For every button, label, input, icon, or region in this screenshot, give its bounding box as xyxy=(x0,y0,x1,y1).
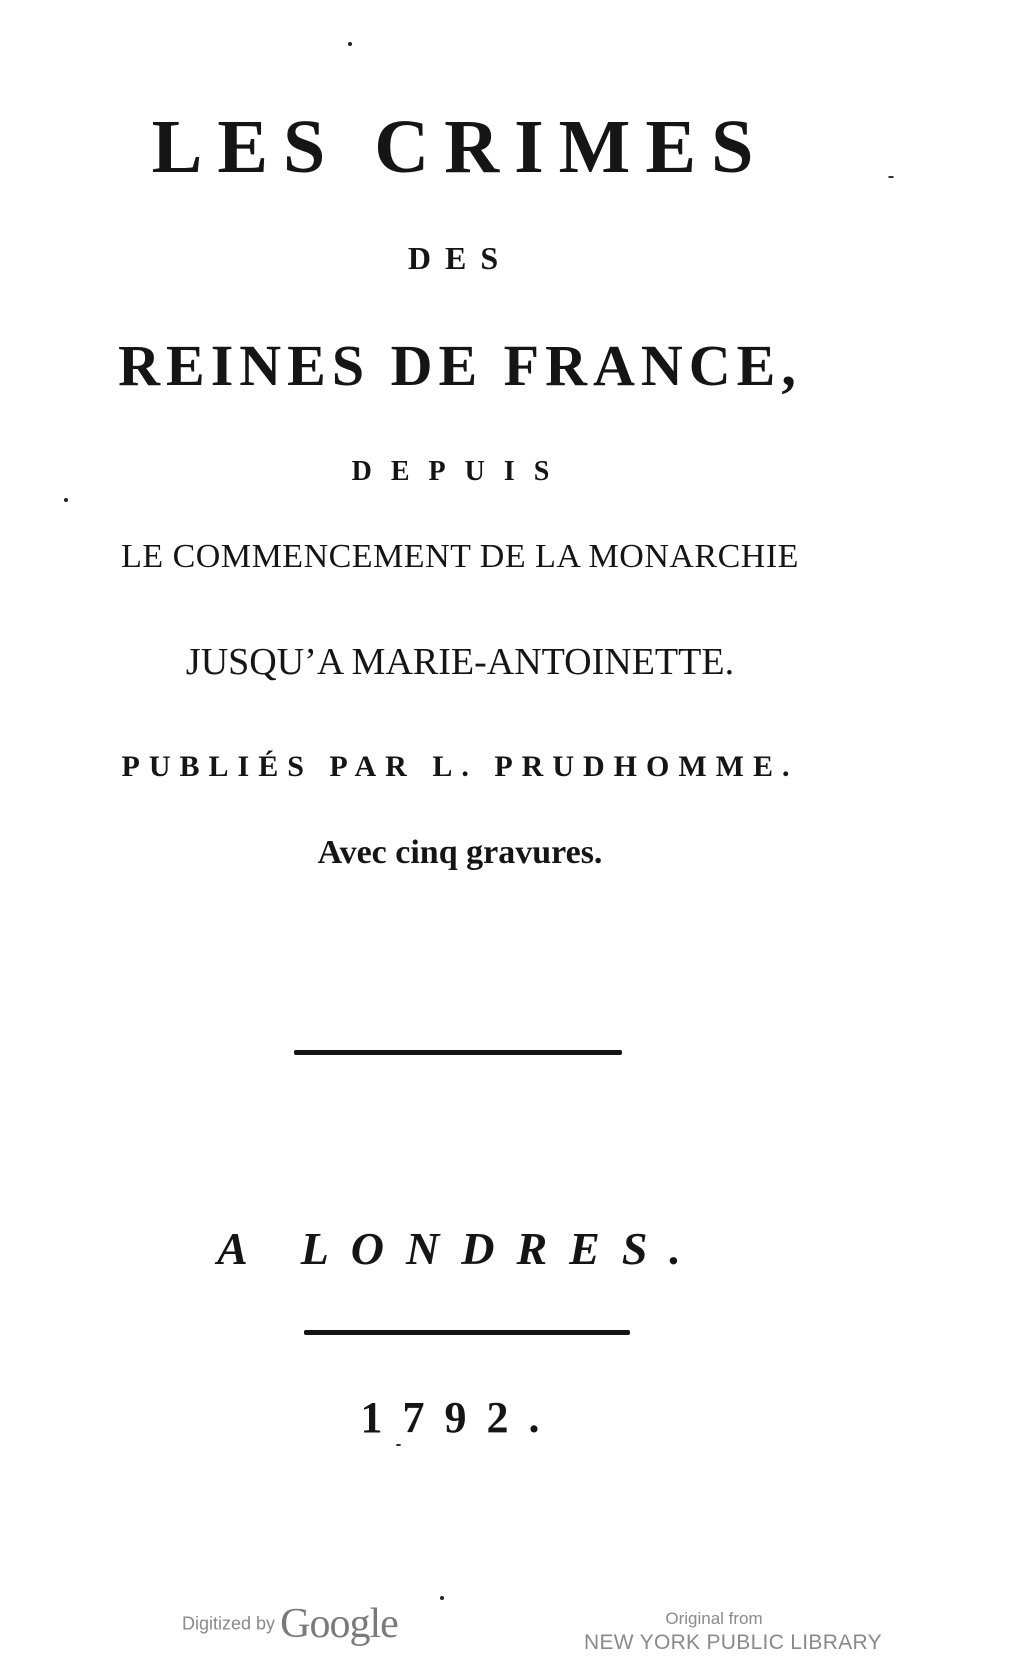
title-commencement: LE COMMENCEMENT DE LA MONARCHIE xyxy=(121,538,799,575)
title-des: DES xyxy=(407,240,513,276)
original-from-label: Original from xyxy=(665,1609,763,1628)
title-main: LES CRIMES xyxy=(151,105,769,189)
scan-speck xyxy=(440,1596,444,1600)
google-logo: Google xyxy=(280,1601,398,1647)
imprint-year: 1792. xyxy=(360,1393,560,1442)
engravings-note: Avec cinq gravures. xyxy=(317,834,603,871)
publisher-line: PUBLIÉS PAR L. PRUDHOMME. xyxy=(121,750,799,783)
divider-rule-bottom xyxy=(304,1330,630,1335)
library-attribution xyxy=(584,1608,882,1656)
title-depuis: DEPUIS xyxy=(351,456,569,487)
scan-speck xyxy=(348,42,352,46)
title-reines: REINES DE FRANCE, xyxy=(118,333,802,398)
library-name: NEW YORK PUBLIC LIBRARY xyxy=(584,1631,882,1654)
imprint-place: A LONDRES. xyxy=(217,1223,703,1274)
digitized-by-label: Digitized by xyxy=(182,1613,276,1634)
scan-speck xyxy=(888,176,894,178)
scan-speck xyxy=(64,498,68,502)
divider-rule-top xyxy=(294,1050,622,1055)
title-jusqu: JUSQU’A MARIE-ANTOINETTE. xyxy=(185,641,735,683)
scan-speck xyxy=(396,1444,401,1446)
digitized-by-attribution xyxy=(182,1600,398,1648)
